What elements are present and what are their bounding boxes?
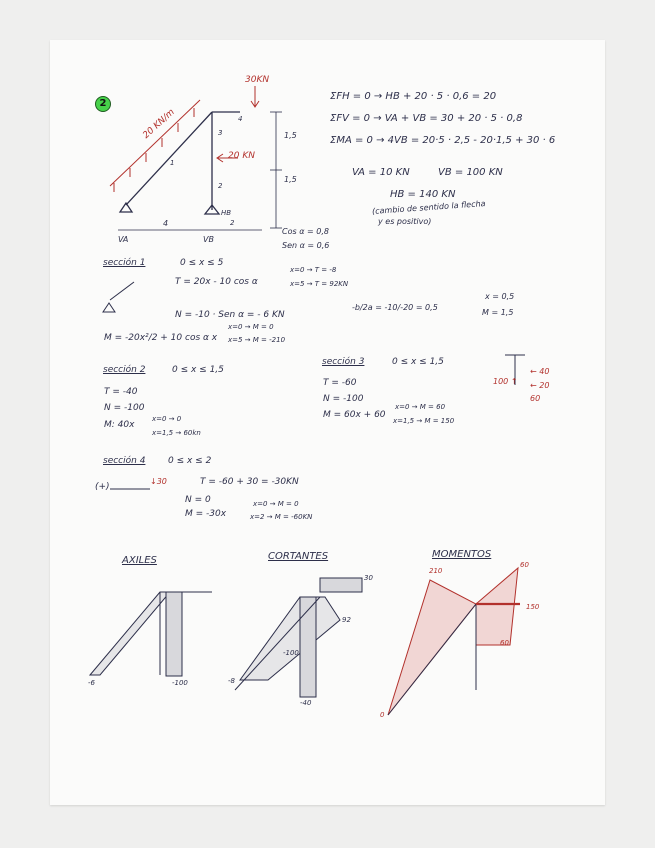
sec2-title: sección 2 [103, 365, 146, 375]
sec4-load: ↓30 [150, 477, 167, 486]
cortantes-30: 30 [364, 574, 373, 582]
sec4-t: T = -60 + 30 = -30KN [200, 477, 299, 487]
sec3-m-a: x=0 → M = 60 [395, 403, 446, 411]
support-hb: HB [221, 209, 232, 217]
sec2-m-a: x=0 → 0 [152, 415, 182, 423]
axiles-left-val: -6 [88, 679, 95, 687]
result-hb: HB = 140 KN [390, 189, 456, 200]
momentos-60: 60 [500, 639, 509, 647]
momentos-150: 150 [526, 603, 540, 611]
sec3-range: 0 ≤ x ≤ 1,5 [392, 357, 444, 367]
sec1-n-eq: N = -10 · Sen α = - 6 KN [175, 310, 285, 320]
eq-fh: ΣFH = 0 → HB + 20 · 5 · 0,6 = 20 [330, 91, 497, 102]
note-line2: y es positivo) [378, 217, 432, 226]
sec4-m: M = -30x [185, 509, 227, 519]
sec1-t-eq: T = 20x - 10 cos α [175, 277, 258, 287]
cortantes-minus8: -8 [228, 677, 235, 685]
sec1-title: sección 1 [103, 258, 146, 268]
load-top-label: 30KN [245, 75, 270, 85]
sec3-sketch-60: 60 [530, 394, 541, 403]
sec2-m-b: x=1,5 → 60kn [152, 429, 201, 437]
problem-number-badge: 2 [95, 96, 111, 112]
cos-alpha: Cos α = 0,8 [282, 227, 329, 236]
sec4-m-a: x=0 → M = 0 [253, 500, 299, 508]
cortantes-92: 92 [342, 616, 351, 624]
sec3-n: N = -100 [323, 394, 364, 404]
result-vb: VB = 100 KN [438, 167, 503, 178]
sec1-m-b: x=5 → M = -210 [228, 336, 286, 344]
axiles-right-val: -100 [172, 679, 188, 687]
sec2-m: M: 40x [104, 420, 135, 430]
node-4: 4 [238, 115, 243, 123]
eq-ma: ΣMA = 0 → 4VB = 20·5 · 2,5 - 20·1,5 + 30 · 6 [330, 135, 556, 146]
sec4-n: N = 0 [185, 495, 211, 505]
sec1-ratio: -b/2a = -10/-20 = 0,5 [352, 303, 438, 312]
dim-h2: 1,5 [284, 175, 297, 184]
eq-fv: ΣFV = 0 → VA + VB = 30 + 20 · 5 · 0,8 [330, 113, 523, 124]
support-va: VA [118, 235, 129, 244]
sec3-sketch-100: 100 ↑ [493, 377, 518, 386]
sec1-x-val: x = 0,5 [485, 292, 515, 301]
momentos-title: MOMENTOS [432, 549, 492, 560]
sec4-range: 0 ≤ x ≤ 2 [168, 456, 212, 466]
sec1-range: 0 ≤ x ≤ 5 [180, 258, 224, 268]
sec1-t-a: x=0 → T = -8 [290, 266, 337, 274]
axiles-diagram [90, 592, 212, 676]
node-2: 2 [218, 182, 223, 190]
cortantes-diagram [235, 578, 362, 697]
sec2-n: N = -100 [104, 403, 145, 413]
sec3-m: M = 60x + 60 [323, 410, 386, 420]
node-3: 3 [218, 129, 223, 137]
dist-load-label: 20 KN/m [141, 107, 177, 141]
sen-alpha: Sen α = 0,6 [282, 241, 330, 250]
sec3-sketch-20: ← 20 [530, 381, 550, 390]
sec3-sketch-40: ← 40 [530, 367, 550, 376]
cortantes-minus100: -100 [283, 649, 299, 657]
momentos-60-top: 60 [520, 561, 529, 569]
sec3-t: T = -60 [323, 378, 357, 388]
note-line1: (cambio de sentido la flecha [371, 199, 486, 216]
sec3-title: sección 3 [322, 357, 365, 367]
sec2-range: 0 ≤ x ≤ 1,5 [172, 365, 224, 375]
support-vb: VB [203, 235, 214, 244]
section-sketches [103, 282, 525, 489]
sec4-m-b: x=2 → M = -60KN [250, 513, 313, 521]
dim-right: 2 [230, 219, 235, 227]
sec3-m-b: x=1,5 → M = 150 [393, 417, 455, 425]
cortantes-minus40: -40 [300, 699, 312, 707]
point-load-label: 20 KN [228, 151, 255, 161]
sec1-t-b: x=5 → T = 92KN [290, 280, 349, 288]
dim-span: 4 [163, 219, 169, 228]
momentos-210: 210 [429, 567, 443, 575]
sec1-m-eq: M = -20x²/2 + 10 cos α x [104, 333, 218, 343]
sec4-title: sección 4 [103, 456, 146, 466]
sec2-t: T = -40 [104, 387, 138, 397]
axiles-title: AXILES [122, 555, 157, 566]
loads [110, 86, 259, 192]
momentos-0: 0 [380, 711, 385, 719]
cortantes-title: CORTANTES [268, 551, 329, 562]
dim-h1: 1,5 [284, 131, 297, 140]
sec1-m-a: x=0 → M = 0 [228, 323, 274, 331]
node-1: 1 [170, 159, 175, 167]
sec1-m-val: M = 1,5 [482, 308, 514, 317]
structure-sketch [118, 112, 282, 230]
result-va: VA = 10 KN [352, 167, 410, 178]
sec4-node: (+) [95, 482, 110, 492]
